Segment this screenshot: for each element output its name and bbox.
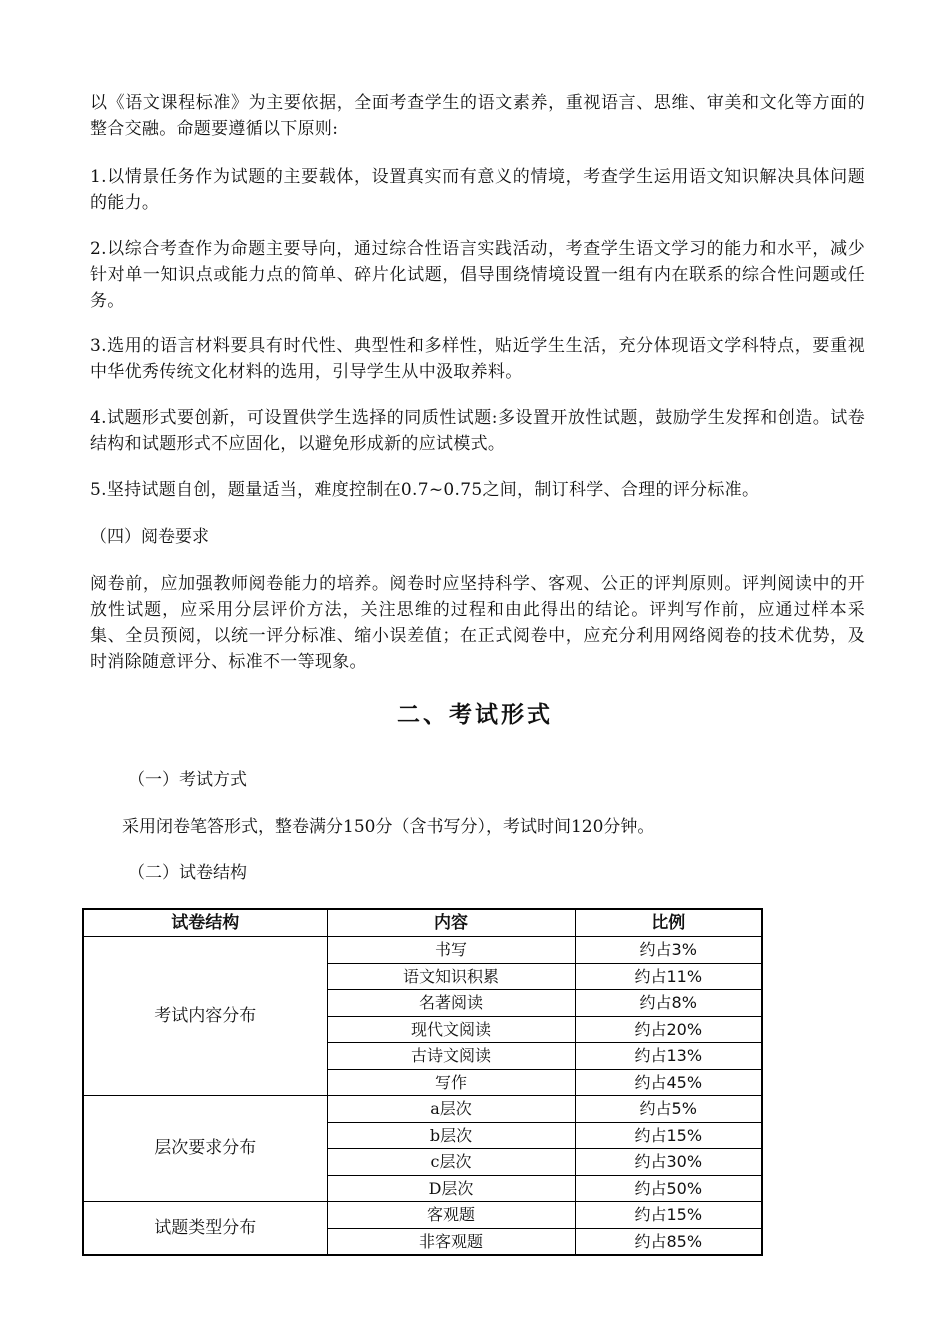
- row-content: 写作: [327, 1069, 575, 1096]
- row-content: D层次: [327, 1175, 575, 1202]
- row-ratio: 约占20%: [575, 1016, 762, 1043]
- section-title: 二、考试形式: [397, 701, 553, 728]
- grading-heading: （四）阅卷要求: [90, 527, 209, 547]
- header-content: 内容: [327, 909, 575, 937]
- row-ratio: 约占13%: [575, 1043, 762, 1070]
- principle-2: 2.以综合考查作为命题主要导向，通过综合性语言实践活动，考查学生语文学习的能力和水平，减少针对单一知识点或能力点的简单、碎片化试题，倡导围绕情境设置一组有内在联系的综合性问题或任务。: [90, 239, 865, 311]
- row-ratio: 约占3%: [575, 937, 762, 964]
- row-content: 现代文阅读: [327, 1016, 575, 1043]
- method-heading: （一）考试方式: [128, 770, 247, 790]
- row-content: 语文知识积累: [327, 963, 575, 990]
- principle-1: 1.以情景任务作为试题的主要载体，设置真实而有意义的情境，考查学生运用语文知识解决具体问题的能力。: [90, 167, 865, 213]
- row-content: 书写: [327, 937, 575, 964]
- grading-paragraph: 阅卷前，应加强教师阅卷能力的培养。阅卷时应坚持科学、客观、公正的评判原则。评判阅读中的开放性试题，应采用分层评价方法，关注思维的过程和由此得出的结论。评判写作前，应通过样本采集、全员预阅，以统一评分标准、缩小误差值；在正式阅卷中，应充分利用网络阅卷的技术优势，及时消除随意评分、标准不一等现象。: [90, 574, 865, 672]
- row-ratio: 约占15%: [575, 1202, 762, 1229]
- row-ratio: 约占45%: [575, 1069, 762, 1096]
- row-ratio: 约占30%: [575, 1149, 762, 1176]
- table-row: [83, 1096, 762, 1123]
- group-name: 考试内容分布: [83, 937, 327, 1096]
- method-paragraph: 采用闭卷笔答形式，整卷满分150分（含书写分），考试时间120分钟。: [122, 817, 655, 837]
- intro-paragraph: 以《语文课程标准》为主要依据，全面考查学生的语文素养，重视语言、思维、审美和文化等方面的整合交融。命题要遵循以下原则:: [90, 93, 865, 139]
- row-content: 名著阅读: [327, 990, 575, 1017]
- principle-5: 5.坚持试题自创，题量适当，难度控制在0.7~0.75之间，制订科学、合理的评分标准。: [90, 480, 760, 500]
- group-name: 层次要求分布: [83, 1096, 327, 1202]
- row-content: a层次: [327, 1096, 575, 1123]
- table-row: [83, 937, 762, 964]
- row-ratio: 约占8%: [575, 990, 762, 1017]
- row-ratio: 约占50%: [575, 1175, 762, 1202]
- row-ratio: 约占85%: [575, 1228, 762, 1255]
- header-ratio: 比例: [575, 909, 762, 937]
- group-name: 试题类型分布: [83, 1202, 327, 1256]
- structure-heading: （二）试卷结构: [128, 863, 247, 883]
- row-content: 古诗文阅读: [327, 1043, 575, 1070]
- header-structure: 试卷结构: [83, 909, 327, 937]
- row-content: b层次: [327, 1122, 575, 1149]
- row-ratio: 约占5%: [575, 1096, 762, 1123]
- exam-structure-table: [82, 908, 763, 1256]
- principle-3: 3.选用的语言材料要具有时代性、典型性和多样性，贴近学生生活，充分体现语文学科特点，要重视中华优秀传统文化材料的选用，引导学生从中汲取养料。: [90, 336, 865, 382]
- row-ratio: 约占11%: [575, 963, 762, 990]
- row-ratio: 约占15%: [575, 1122, 762, 1149]
- table-row: [83, 1202, 762, 1229]
- row-content: 非客观题: [327, 1228, 575, 1255]
- row-content: 客观题: [327, 1202, 575, 1229]
- row-content: c层次: [327, 1149, 575, 1176]
- principle-4: 4.试题形式要创新，可设置供学生选择的同质性试题:多设置开放性试题，鼓励学生发挥和创造。试卷结构和试题形式不应固化，以避免形成新的应试模式。: [90, 408, 865, 454]
- table-header-row: [83, 909, 762, 937]
